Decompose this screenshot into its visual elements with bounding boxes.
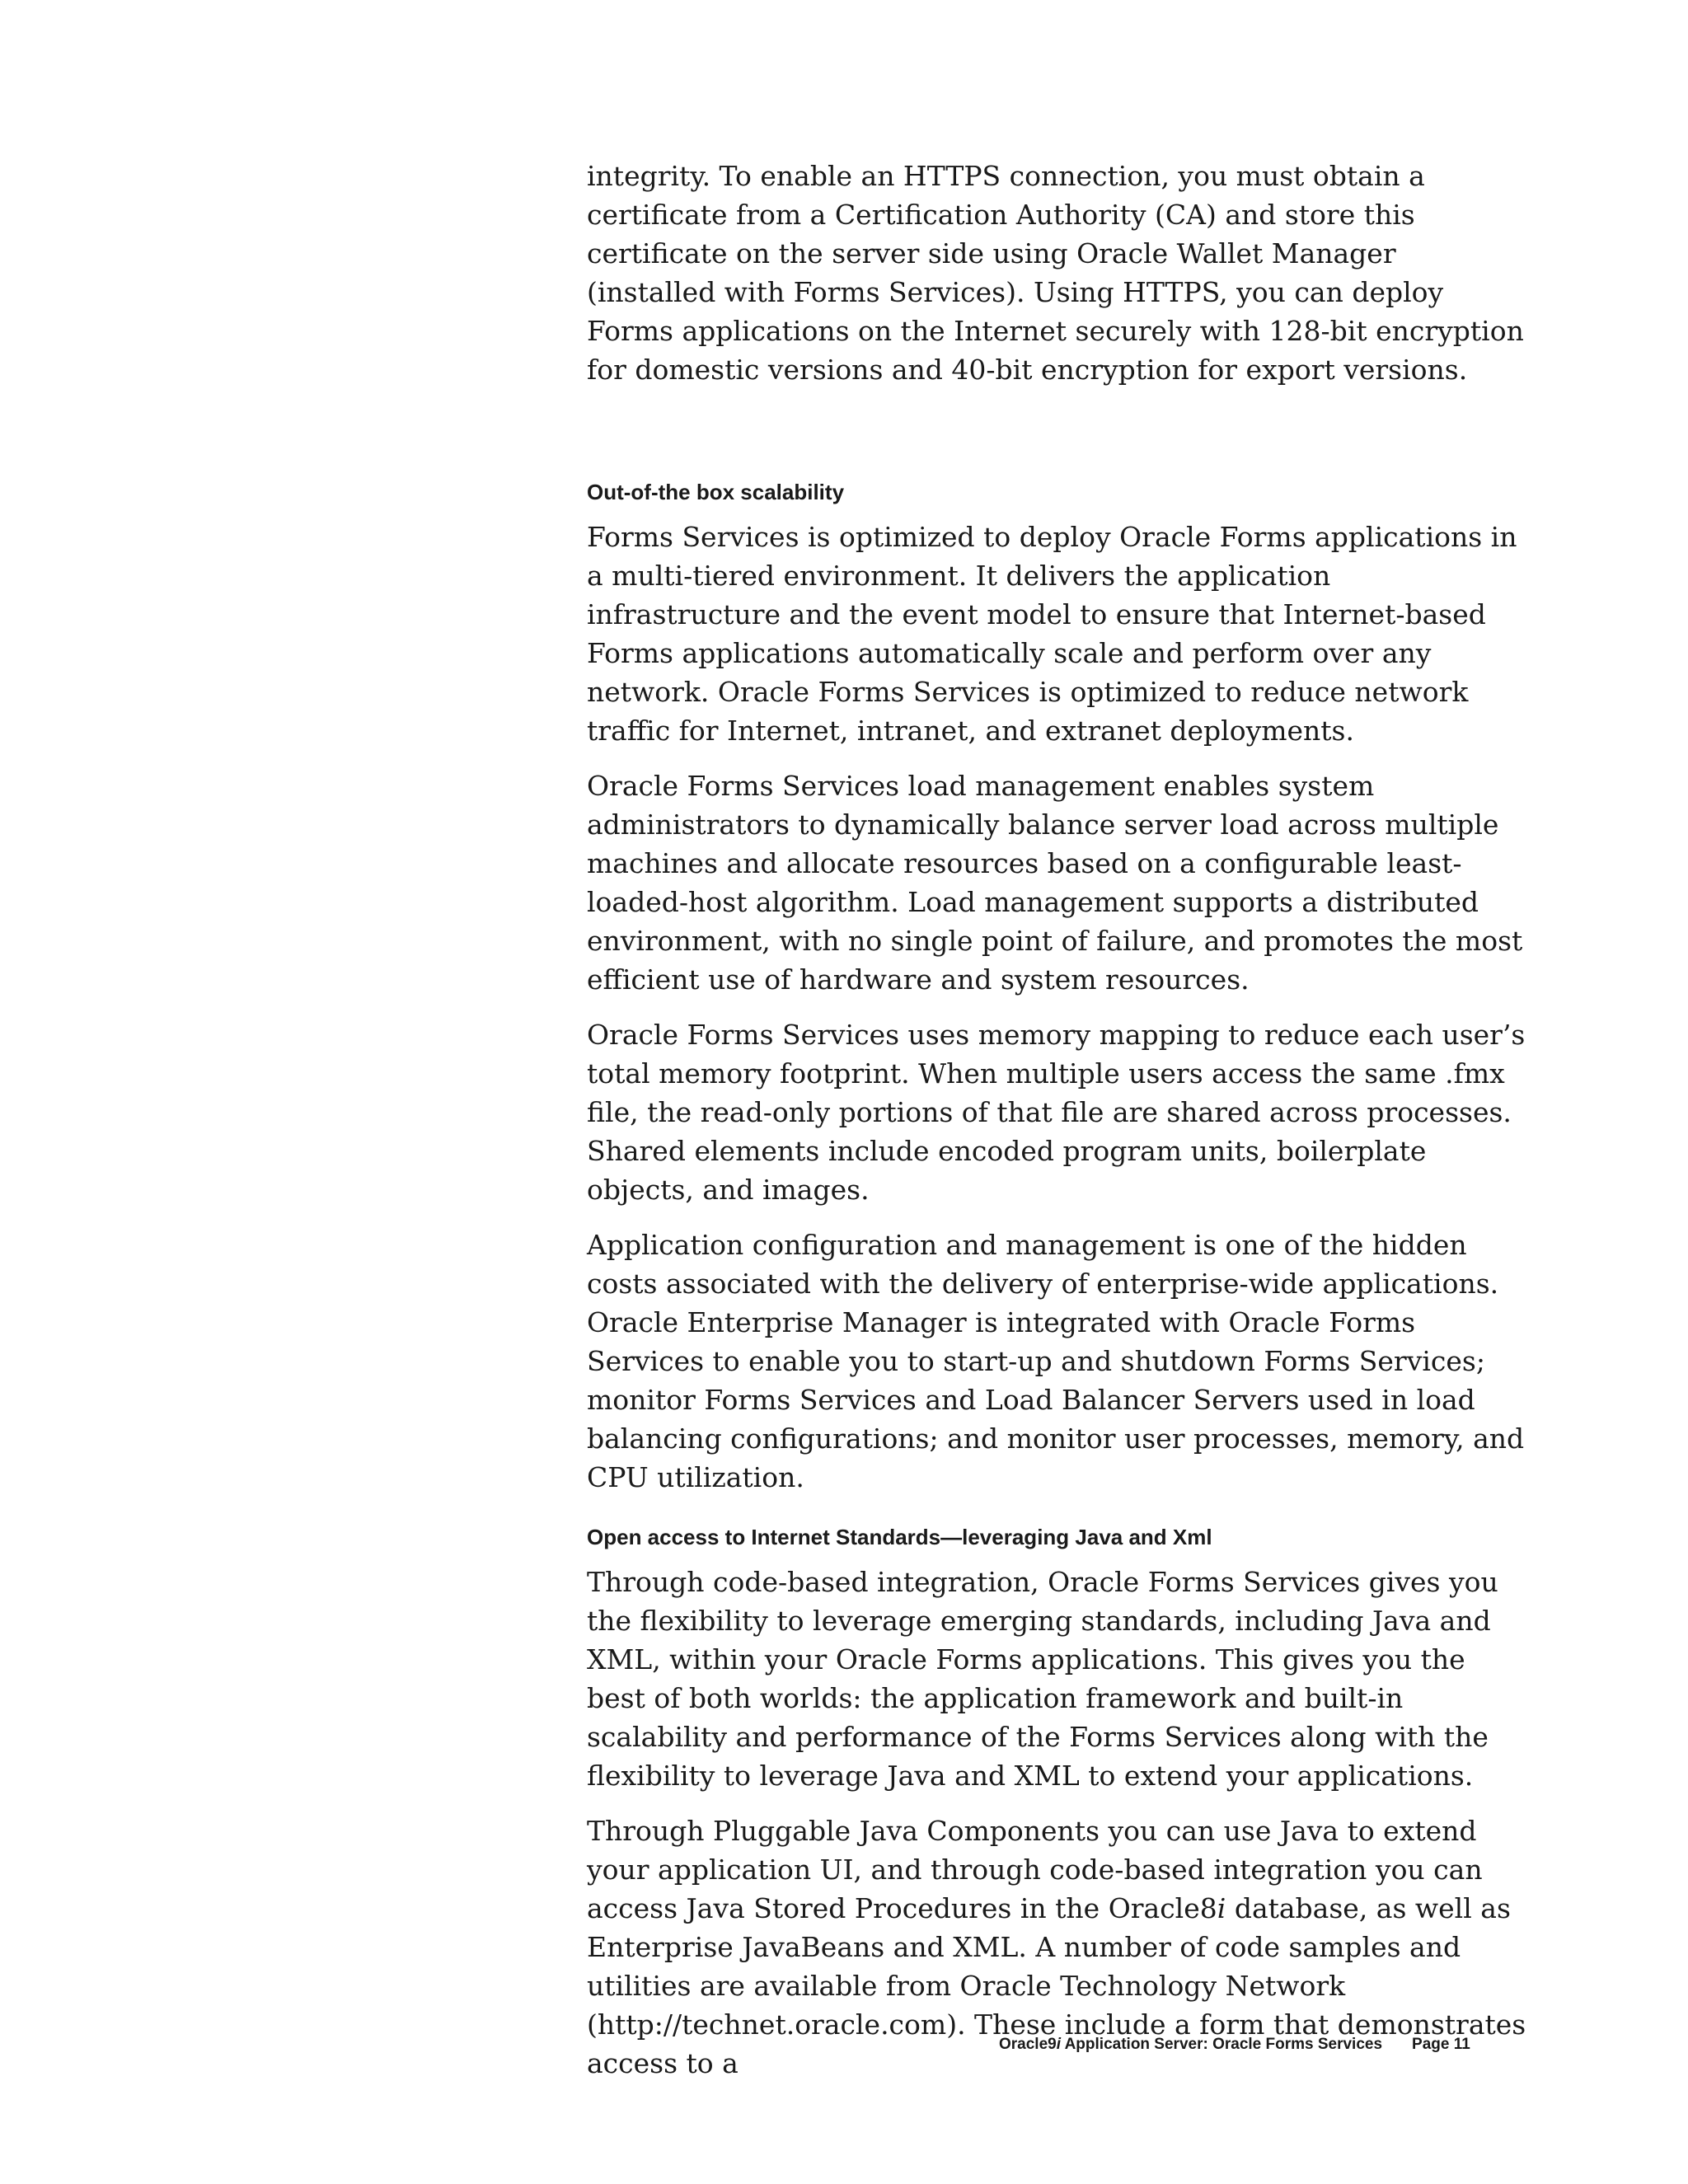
paragraph-scalability-3: Oracle Forms Services uses memory mapping to reduce each user’s total memory footprint. When multiple users access the same .fmx file, the read-only portions of that file are shared across processes. Shared elements include encoded program units, boilerplate objects, and images. xyxy=(587,1019,1526,1206)
paragraph-standards-2-italic: i xyxy=(1217,1892,1226,1924)
paragraph-standards-2-part1: Through Pluggable Java Components you can use Java to extend your application UI, and through code-based integration you can access Java Stored Procedures in the Oracle8 xyxy=(587,1815,1483,1924)
intro-paragraph: integrity. To enable an HTTPS connection, you must obtain a certificate from a Certification Authority (CA) and store this certificate on the server side using Oracle Wallet Manager (installed with Forms Services). Using HTTPS, you can deploy Forms applications on the Internet securely with 128-bit encryption for domestic versions and 40-bit encryption for export versions. xyxy=(587,160,1524,386)
paragraph-standards-2-part2: database, as well as Enterprise JavaBeans and XML. A number of code samples and utilities are available from Oracle Technology Network (http://technet.oracle.com). These include a form that demonstrates access to a xyxy=(587,1892,1526,2079)
footer-title-suffix: Application Server: Oracle Forms Services xyxy=(1061,2036,1383,2053)
page-number: Page 11 xyxy=(1412,2036,1470,2053)
page-footer xyxy=(999,2036,1470,2054)
section-heading-internet-standards: Open access to Internet Standards—leveraging Java and Xml xyxy=(587,1525,1212,1549)
footer-title-italic: i xyxy=(1056,2036,1062,2053)
main-column xyxy=(587,157,1526,2099)
footer-title-prefix: Oracle9 xyxy=(999,2036,1057,2053)
footer-title xyxy=(999,2036,1382,2053)
paragraph-scalability-2: Oracle Forms Services load management enables system administrators to dynamically balance server load across multiple machines and allocate resources based on a configurable least-loaded-host algorithm. Load management supports a distributed environment, with no single point of failure, and promotes the most efficient use of hardware and system resources. xyxy=(587,770,1523,996)
paragraph-scalability-4: Application configuration and management is one of the hidden costs associated with the delivery of enterprise-wide applications. Oracle Enterprise Manager is integrated with Oracle Forms Services to enable you to start-up and shutdown Forms Services; monitor Forms Services and Load Balancer Servers used in load balancing configurations; and monitor user processes, memory, and CPU utilization. xyxy=(587,1229,1525,1493)
section-heading-scalability: Out-of-the box scalability xyxy=(587,480,845,504)
paragraph-scalability-1: Forms Services is optimized to deploy Oracle Forms applications in a multi-tiered environment. It delivers the application infrastructure and the event model to ensure that Internet-based Forms applications automatically scale and perform over any network. Oracle Forms Services is optimized to reduce network traffic for Internet, intranet, and extranet deployments. xyxy=(587,521,1517,747)
paragraph-standards-1: Through code-based integration, Oracle Forms Services gives you the flexibility to leverage emerging standards, including Java and XML, within your Oracle Forms applications. This gives you the best of both worlds: the application framework and built-in scalability and performance of the Forms Services along with the flexibility to leverage Java and XML to extend your applications. xyxy=(587,1566,1498,1792)
